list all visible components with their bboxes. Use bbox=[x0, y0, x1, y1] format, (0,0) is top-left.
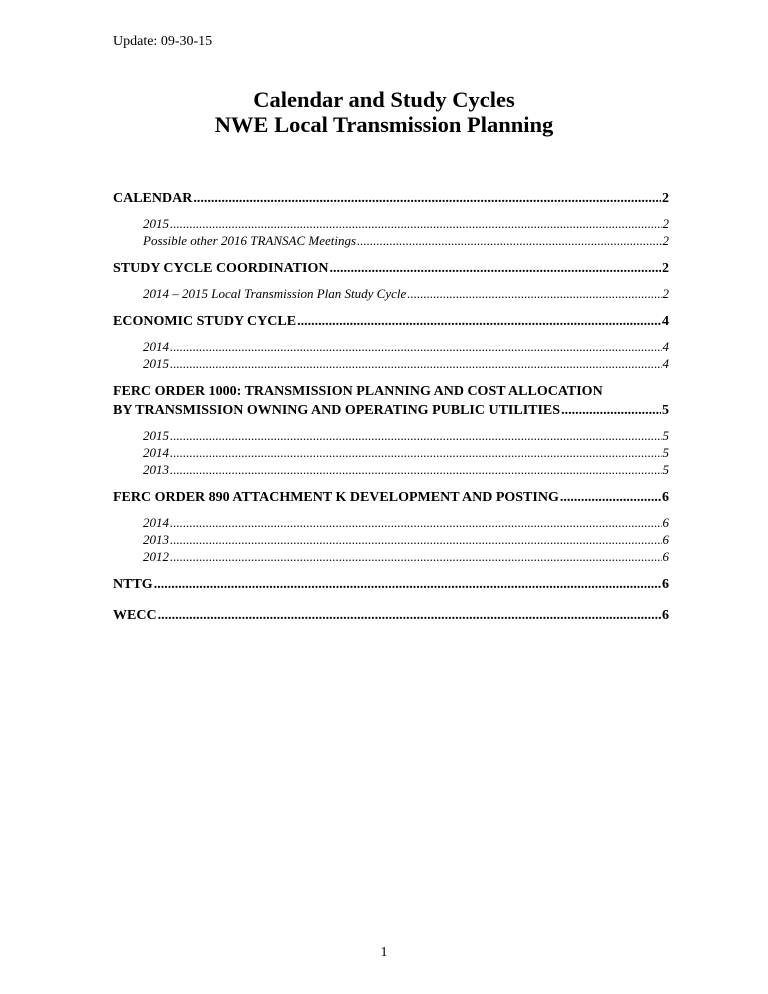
toc-page-number: 4 bbox=[662, 356, 669, 371]
toc-subentry-label: 2015 bbox=[143, 356, 169, 371]
toc-subentry[interactable] bbox=[143, 215, 669, 232]
toc-entry-label-line1[interactable]: FERC ORDER 1000: TRANSMISSION PLANNING AND COST ALLOCATION bbox=[113, 384, 603, 399]
toc-page-number: 5 bbox=[662, 428, 669, 443]
dot-leader bbox=[170, 215, 662, 232]
toc-subentry[interactable] bbox=[143, 514, 669, 531]
toc-entry-label: FERC ORDER 890 ATTACHMENT K DEVELOPMENT AND POSTING bbox=[113, 490, 559, 505]
toc-page-number: 6 bbox=[662, 515, 669, 530]
toc-page-number: 2 bbox=[662, 233, 669, 248]
toc-page-number: 4 bbox=[662, 314, 669, 329]
toc-subentry-label: 2015 bbox=[143, 428, 169, 443]
dot-leader bbox=[170, 548, 662, 565]
toc-subentry[interactable] bbox=[143, 338, 669, 355]
toc-subentry[interactable] bbox=[143, 232, 669, 249]
toc-page-number: 6 bbox=[662, 532, 669, 547]
toc-subentry-label: 2013 bbox=[143, 532, 169, 547]
toc-subentry[interactable] bbox=[143, 531, 669, 548]
toc-page-number: 6 bbox=[662, 608, 669, 623]
toc-subentry[interactable] bbox=[143, 548, 669, 565]
toc-section-nttg bbox=[113, 575, 669, 594]
dot-leader bbox=[170, 444, 662, 461]
toc-section-ferc-order-890 bbox=[113, 488, 669, 565]
dot-leader bbox=[154, 575, 661, 594]
dot-leader bbox=[170, 355, 662, 372]
title-line-1: Calendar and Study Cycles bbox=[253, 87, 515, 112]
toc-entry-label: WECC bbox=[113, 608, 157, 623]
toc-entry-ferc-order-890[interactable] bbox=[113, 488, 669, 507]
toc-subentry-label: 2013 bbox=[143, 462, 169, 477]
dot-leader bbox=[170, 427, 662, 444]
toc-page-number: 6 bbox=[662, 549, 669, 564]
dot-leader bbox=[170, 531, 662, 548]
dot-leader bbox=[329, 259, 661, 278]
dot-leader bbox=[193, 189, 661, 208]
dot-leader bbox=[407, 285, 661, 302]
toc-subentry-label: 2014 bbox=[143, 445, 169, 460]
toc-subentry-label: 2014 bbox=[143, 339, 169, 354]
update-date: Update: 09-30-15 bbox=[113, 34, 213, 49]
toc-page-number: 2 bbox=[662, 191, 669, 206]
toc-subentry[interactable] bbox=[143, 355, 669, 372]
toc-subentry[interactable] bbox=[143, 461, 669, 478]
toc-entry-nttg[interactable] bbox=[113, 575, 669, 594]
toc-subentry-label: 2012 bbox=[143, 549, 169, 564]
toc-subentry[interactable] bbox=[143, 444, 669, 461]
dot-leader bbox=[297, 312, 661, 331]
toc-subentry-label: 2014 – 2015 Local Transmission Plan Study Cycle bbox=[143, 286, 407, 301]
toc-entry-study-cycle-coordination[interactable] bbox=[113, 259, 669, 278]
dot-leader bbox=[561, 401, 661, 420]
toc-section-ferc-order-1000 bbox=[113, 382, 669, 478]
toc-page-number: 2 bbox=[662, 216, 669, 231]
toc-page-number: 2 bbox=[662, 286, 669, 301]
toc-subentry[interactable] bbox=[143, 427, 669, 444]
dot-leader bbox=[170, 461, 662, 478]
toc-entry-label: STUDY CYCLE COORDINATION bbox=[113, 261, 329, 276]
toc-page-number: 5 bbox=[662, 403, 669, 418]
toc-entry-wecc[interactable] bbox=[113, 606, 669, 625]
toc-entry-label: CALENDAR bbox=[113, 191, 193, 206]
document-title bbox=[0, 87, 768, 137]
toc-subentry[interactable] bbox=[143, 285, 669, 302]
dot-leader bbox=[170, 338, 662, 355]
toc-entry-ferc-order-1000[interactable] bbox=[113, 401, 669, 420]
toc-entry-label: BY TRANSMISSION OWNING AND OPERATING PUBLIC UTILITIES bbox=[113, 403, 561, 418]
toc-section-economic-study-cycle bbox=[113, 312, 669, 372]
toc-entry-label: NTTG bbox=[113, 577, 153, 592]
toc-section-wecc bbox=[113, 606, 669, 625]
dot-leader bbox=[560, 488, 661, 507]
title-line-2: NWE Local Transmission Planning bbox=[214, 112, 554, 137]
toc-entry-calendar[interactable] bbox=[113, 189, 669, 208]
toc-subentry-label: 2014 bbox=[143, 515, 169, 530]
toc-page-number: 6 bbox=[662, 490, 669, 505]
toc-page-number: 5 bbox=[662, 462, 669, 477]
page-number: 1 bbox=[380, 945, 388, 960]
toc-entry-label: ECONOMIC STUDY CYCLE bbox=[113, 314, 297, 329]
toc-page-number: 6 bbox=[662, 577, 669, 592]
toc-section-study-cycle-coordination bbox=[113, 259, 669, 302]
toc-subentry-label: Possible other 2016 TRANSAC Meetings bbox=[143, 233, 357, 248]
table-of-contents bbox=[113, 189, 669, 625]
toc-entry-economic-study-cycle[interactable] bbox=[113, 312, 669, 331]
dot-leader bbox=[357, 232, 661, 249]
toc-section-calendar bbox=[113, 189, 669, 249]
toc-subentry-label: 2015 bbox=[143, 216, 169, 231]
toc-page-number: 2 bbox=[662, 261, 669, 276]
toc-page-number: 4 bbox=[662, 339, 669, 354]
dot-leader bbox=[158, 606, 661, 625]
dot-leader bbox=[170, 514, 662, 531]
toc-page-number: 5 bbox=[662, 445, 669, 460]
